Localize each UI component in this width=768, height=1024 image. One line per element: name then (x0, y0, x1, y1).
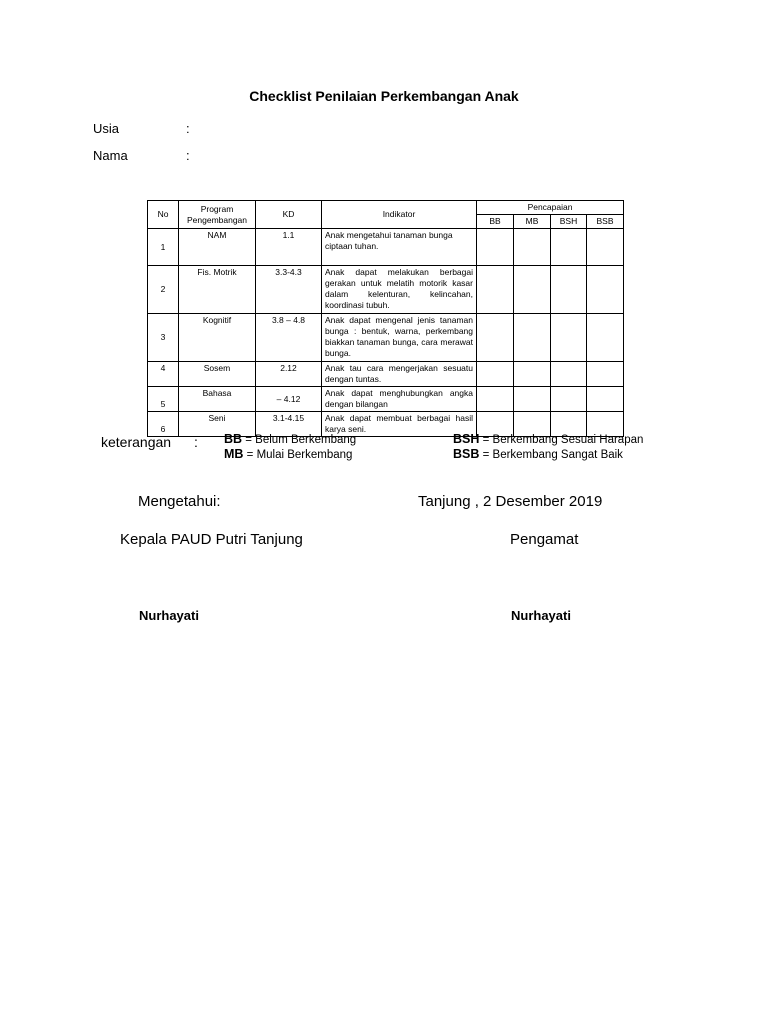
table-row (148, 387, 624, 412)
checklist-table (147, 200, 624, 437)
table-row (148, 362, 624, 387)
row-indikator: Anak dapat melakukan berbagai gerakan untuk melatih motorik kasar dalam kelenturan, kelincahan, koordinasi tubuh. (322, 266, 477, 314)
row-indikator: Anak dapat membuat berbagai hasil karya seni. (322, 412, 477, 437)
legend-bsh (453, 432, 643, 446)
document-title: Checklist Penilaian Perkembangan Anak (249, 88, 519, 104)
legend-desc: = Berkembang Sangat Baik (482, 449, 623, 461)
cell-bsb[interactable] (587, 229, 624, 266)
header-program-line2: Pengembangan (186, 214, 248, 225)
cell-bsh[interactable] (551, 266, 587, 314)
legend-mb (224, 447, 352, 461)
cell-bb[interactable] (477, 266, 514, 314)
cell-bsb[interactable] (587, 266, 624, 314)
row-indikator: Anak tau cara mengerjakan sesuatu dengan tuntas. (322, 362, 477, 387)
row-indikator: Anak mengetahui tanaman bunga ciptaan tuhan. (322, 229, 477, 266)
legend-desc: = Berkembang Sesuai Harapan (482, 434, 644, 446)
cell-mb[interactable] (514, 314, 551, 362)
legend-code: BSB (453, 447, 480, 461)
cell-bb[interactable] (477, 229, 514, 266)
row-no: 6 (148, 412, 179, 437)
table-row (148, 314, 624, 362)
row-kd: 3.1-4.15 (256, 412, 322, 437)
legend-bb (224, 432, 356, 446)
row-kd: – 4.12 (256, 387, 322, 412)
header-no: No (148, 201, 179, 229)
usia-label: Usia (93, 121, 120, 136)
cell-bsb[interactable] (587, 314, 624, 362)
row-program: Seni (179, 412, 256, 437)
keterangan-label: keterangan (101, 434, 172, 450)
row-program: Fis. Motrik (179, 266, 256, 314)
row-program: Kognitif (179, 314, 256, 362)
row-indikator: Anak dapat mengenal jenis tanaman bunga : bentuk, warna, perkembang biakkan tanaman bunga, cara merawat bunga. (322, 314, 477, 362)
header-level-bb: BB (477, 215, 514, 229)
header-level-bsh: BSH (551, 215, 587, 229)
row-kd: 2.12 (256, 362, 322, 387)
header-kd: KD (256, 201, 322, 229)
legend-code: MB (224, 447, 244, 461)
usia-colon: : (186, 121, 190, 136)
mengetahui-label: Mengetahui: (138, 493, 221, 510)
row-no: 4 (148, 362, 179, 387)
legend-bsb (453, 447, 623, 461)
cell-mb[interactable] (514, 266, 551, 314)
cell-bsh[interactable] (551, 387, 587, 412)
cell-mb[interactable] (514, 387, 551, 412)
row-program: Bahasa (179, 387, 256, 412)
legend-code: BB (224, 432, 243, 446)
header-program-line1: Program (200, 203, 234, 214)
nama-colon: : (186, 148, 190, 163)
header-pencapaian: Pencapaian (477, 201, 624, 215)
cell-bsh[interactable] (551, 229, 587, 266)
right-signatory-role: Pengamat (510, 531, 579, 548)
row-kd: 3.8 – 4.8 (256, 314, 322, 362)
row-no: 5 (148, 387, 179, 412)
keterangan-colon: : (194, 434, 198, 450)
place-date: Tanjung , 2 Desember 2019 (418, 493, 603, 510)
left-signatory-name: Nurhayati (139, 608, 199, 623)
row-no: 2 (148, 266, 179, 314)
header-indikator: Indikator (322, 201, 477, 229)
table-header-row (148, 201, 624, 215)
row-no: 3 (148, 314, 179, 362)
header-program (179, 201, 256, 229)
nama-label: Nama (93, 148, 128, 163)
cell-bsb[interactable] (587, 387, 624, 412)
cell-bb[interactable] (477, 314, 514, 362)
row-no: 1 (148, 229, 179, 266)
row-program: Sosem (179, 362, 256, 387)
table-row (148, 266, 624, 314)
legend-desc: = Belum Berkembang (245, 434, 357, 446)
cell-mb[interactable] (514, 229, 551, 266)
left-signatory-role: Kepala PAUD Putri Tanjung (120, 531, 303, 548)
right-signatory-name: Nurhayati (511, 608, 571, 623)
cell-bsh[interactable] (551, 362, 587, 387)
legend-code: BSH (453, 432, 480, 446)
row-program: NAM (179, 229, 256, 266)
cell-bsh[interactable] (551, 314, 587, 362)
cell-mb[interactable] (514, 362, 551, 387)
table-row (148, 229, 624, 266)
row-indikator: Anak dapat menghubungkan angka dengan bilangan (322, 387, 477, 412)
cell-bsb[interactable] (587, 362, 624, 387)
header-level-mb: MB (514, 215, 551, 229)
row-kd: 3.3-4.3 (256, 266, 322, 314)
row-kd: 1.1 (256, 229, 322, 266)
cell-bb[interactable] (477, 387, 514, 412)
cell-bb[interactable] (477, 362, 514, 387)
legend-desc: = Mulai Berkembang (246, 449, 353, 461)
header-level-bsb: BSB (587, 215, 624, 229)
